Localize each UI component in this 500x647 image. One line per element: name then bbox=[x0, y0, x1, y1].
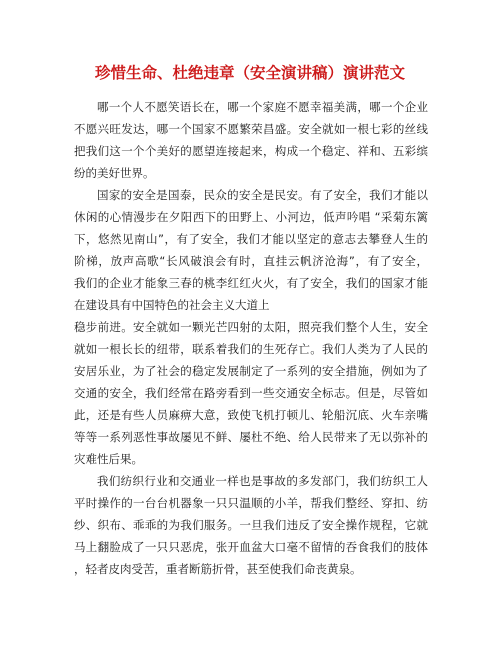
text-line: 在建设具有中国特色的社会主义大道上 bbox=[74, 298, 270, 312]
paragraph-3 bbox=[74, 316, 428, 470]
text-line: ，轻者皮肉受苦，重者断筋折骨，甚至使我们命丧黄泉。 bbox=[74, 562, 362, 576]
text-line: 稳步前进。安全就如一颗光芒四射的太阳，照亮我们整个人生，安全 bbox=[74, 320, 428, 334]
text-line: 把我们这一个个美好的愿望连接起来，构成一个稳定、祥和、五彩缤 bbox=[74, 144, 428, 158]
text-line: 下，悠然见南山”，有了安全，我们才能以坚定的意志去攀登人生的 bbox=[74, 232, 428, 246]
text-line: 我们纺织行业和交通业一样也是事故的多发部门，我们纺织工人 bbox=[97, 474, 428, 488]
paragraph-4 bbox=[74, 470, 428, 580]
document-title: 珍惜生命、杜绝违章（安全演讲稿）演讲范文 bbox=[94, 64, 405, 82]
text-line: 国家的安全是国泰，民众的安全是民安。有了安全，我们才能以 bbox=[97, 188, 428, 202]
document-body bbox=[74, 96, 428, 580]
text-line: 我们的企业才能象三春的桃李红红火火，有了安全，我们的国家才能 bbox=[74, 276, 428, 290]
paragraph-2 bbox=[74, 184, 428, 316]
text-line: 此，还是有些人员麻痹大意，致使飞机打顿儿、轮船沉底、火车亲嘴 bbox=[74, 408, 428, 422]
text-line: 休闲的心情漫步在夕阳西下的田野上、小河边，低声吟唱 “采菊东篱 bbox=[74, 210, 428, 224]
text-line: 纷的美好世界。 bbox=[74, 166, 155, 180]
text-line: 安居乐业，为了社会的稳定发展制定了一系列的安全措施，例如为了 bbox=[74, 364, 428, 378]
text-line: 就如一根长长的纽带，联系着我们的生死存亡。我们人类为了人民的 bbox=[74, 342, 428, 356]
text-line: 等等一系列恶性事故屡见不鲜、屡杜不绝、给人民带来了无以弥补的 bbox=[74, 430, 428, 444]
text-line: 不愿兴旺发达，哪一个国家不愿繁荣昌盛。安全就如一根七彩的丝线 bbox=[74, 122, 428, 136]
paragraph-1 bbox=[74, 96, 428, 184]
text-line: 阶梯，放声高歌“长风破浪会有时，直挂云帆济沧海”，有了安全， bbox=[74, 254, 428, 268]
text-line: 哪一个人不愿笑语长在，哪一个家庭不愿幸福美满，哪一个企业 bbox=[97, 100, 428, 114]
text-line: 马上翻脸成了一只只恶虎，张开血盆大口毫不留情的吞食我们的肢体 bbox=[74, 540, 428, 554]
text-line: 灾难性后果。 bbox=[74, 452, 143, 466]
text-line: 纱、织布、乖乖的为我们服务。一旦我们违反了安全操作规程，它就 bbox=[74, 518, 428, 532]
text-line: 平时操作的一台台机器象一只只温顺的小羊，帮我们整经、穿扣、纺 bbox=[74, 496, 428, 510]
text-line: 交通的安全，我们经常在路旁看到一些交通安全标志。但是，尽管如 bbox=[74, 386, 428, 400]
